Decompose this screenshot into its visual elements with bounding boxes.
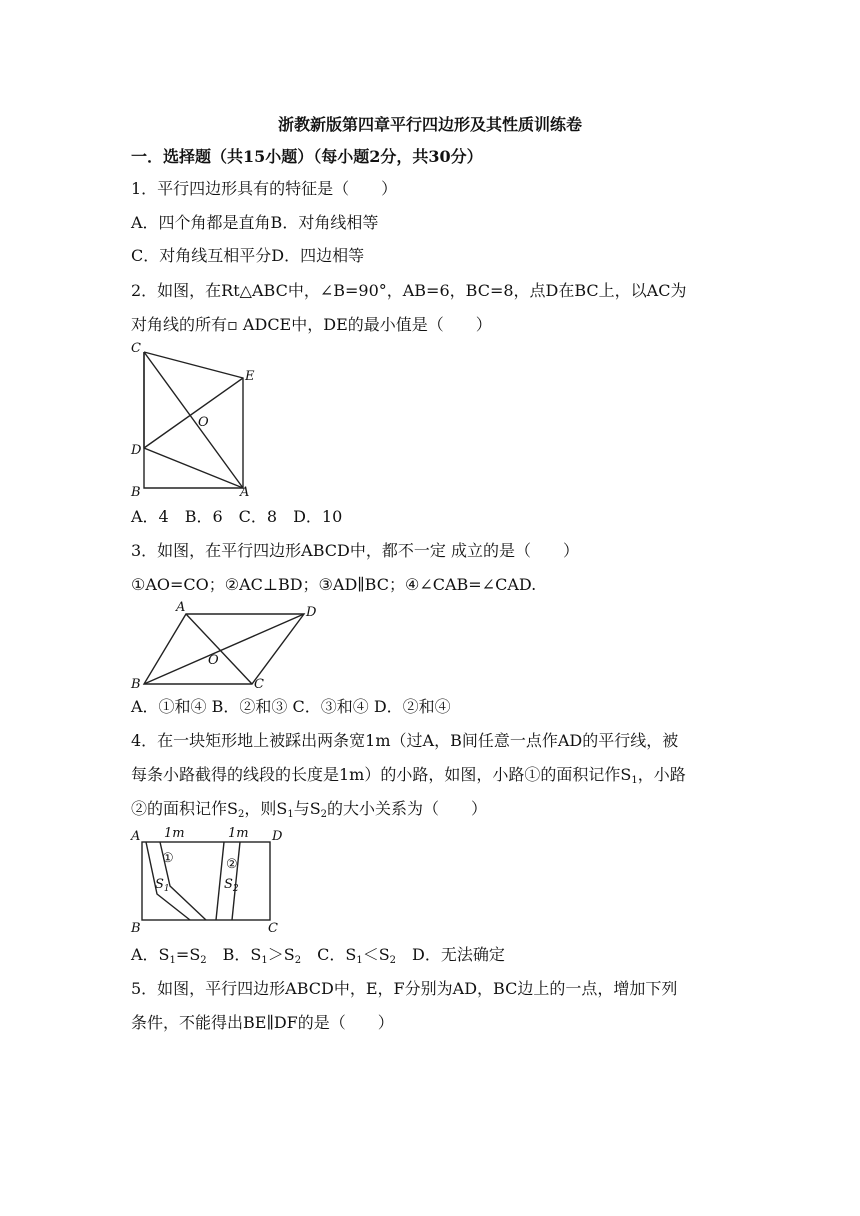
q3-label-o: O: [208, 653, 219, 668]
q3-figure: [128, 598, 318, 690]
q4-width-label-1: 1m: [164, 826, 185, 841]
q2-label-b: B: [131, 485, 141, 500]
q2-label-e: E: [245, 369, 255, 384]
section-heading: 一．选择题（共15小题）（每小题2分，共30分）: [131, 147, 483, 166]
q2-label-d: D: [131, 443, 142, 458]
q4-options: A．$S_1=S_2$ B．$S_1>S_2$ C．$S_1<S_2$ D．无法确定: [131, 945, 505, 966]
q4-label-a: A: [131, 829, 141, 844]
q4-stem-line2: 每条小路截得的线段的长度是1m）的小路，如图，小路①的面积记作$S_1$，小路: [131, 765, 686, 786]
q1-stem: 1．平行四边形具有的特征是（ ）: [131, 179, 398, 198]
q3-label-d: D: [306, 605, 317, 620]
q4-path2-left: [216, 842, 224, 920]
q4-stem-line3: ②的面积记作$S_2$，则$S_1$与$S_2$的大小关系为（ ）: [131, 799, 488, 820]
q2-stem-line1: 2．如图，在Rt△ABC中，∠B=90°，AB=6，BC=8，点D在BC上，以AC为: [131, 281, 687, 300]
q3-conditions: ①AO=CO；②AC⊥BD；③AD∥BC；④∠CAB=∠CAD.: [131, 575, 537, 594]
q2-figure: [128, 340, 268, 500]
document-title: 浙教新版第四章平行四边形及其性质训练卷: [277, 115, 582, 134]
q2-label-c: C: [131, 341, 141, 356]
q3-label-c: C: [254, 677, 264, 692]
q3-diagonal-bd: [144, 614, 304, 684]
q4-label-c: C: [268, 921, 278, 936]
q4-width-label-2: 1m: [228, 826, 249, 841]
q2-options: A．4 B．6 C．8 D．10: [131, 507, 343, 526]
q3-label-a: A: [176, 600, 186, 615]
q4-figure: [128, 824, 288, 936]
q1-options-line2: C．对角线互相平分D．四边相等: [131, 246, 365, 265]
q3-stem: 3．如图，在平行四边形ABCD中，都不一定 成立的是（ ）: [131, 541, 579, 560]
q4-circle-1: ①: [162, 851, 174, 866]
q5-stem-line2: 条件，不能得出BE∥DF的是（ ）: [131, 1013, 394, 1032]
q2-label-o: O: [198, 415, 209, 430]
q4-path2-right: [232, 842, 240, 920]
q3-options: A．①和④ B．②和③ C．③和④ D．②和④: [131, 697, 451, 716]
q4-area-s2: $S_2$: [224, 877, 239, 894]
q4-stem-line1: 4．在一块矩形地上被踩出两条宽1m（过A，B间任意一点作AD的平行线，被: [131, 731, 679, 750]
q4-area-s1: $S_1$: [155, 877, 170, 894]
q5-stem-line1: 5．如图，平行四边形ABCD中，E，F分别为AD，BC边上的一点，增加下列: [131, 979, 678, 998]
q4-label-d: D: [272, 829, 283, 844]
q2-label-a: A: [240, 485, 250, 500]
q4-label-b: B: [131, 921, 141, 936]
q3-diagonal-ac: [186, 614, 252, 684]
q4-circle-2: ②: [226, 857, 238, 872]
q2-stem-line2: 对角线的所有▫ ADCE中，DE的最小值是（ ）: [131, 315, 492, 334]
q3-label-b: B: [131, 677, 141, 692]
q2-diagonal-de: [144, 378, 243, 448]
q1-options-line1: A．四个角都是直角B．对角线相等: [131, 213, 379, 232]
